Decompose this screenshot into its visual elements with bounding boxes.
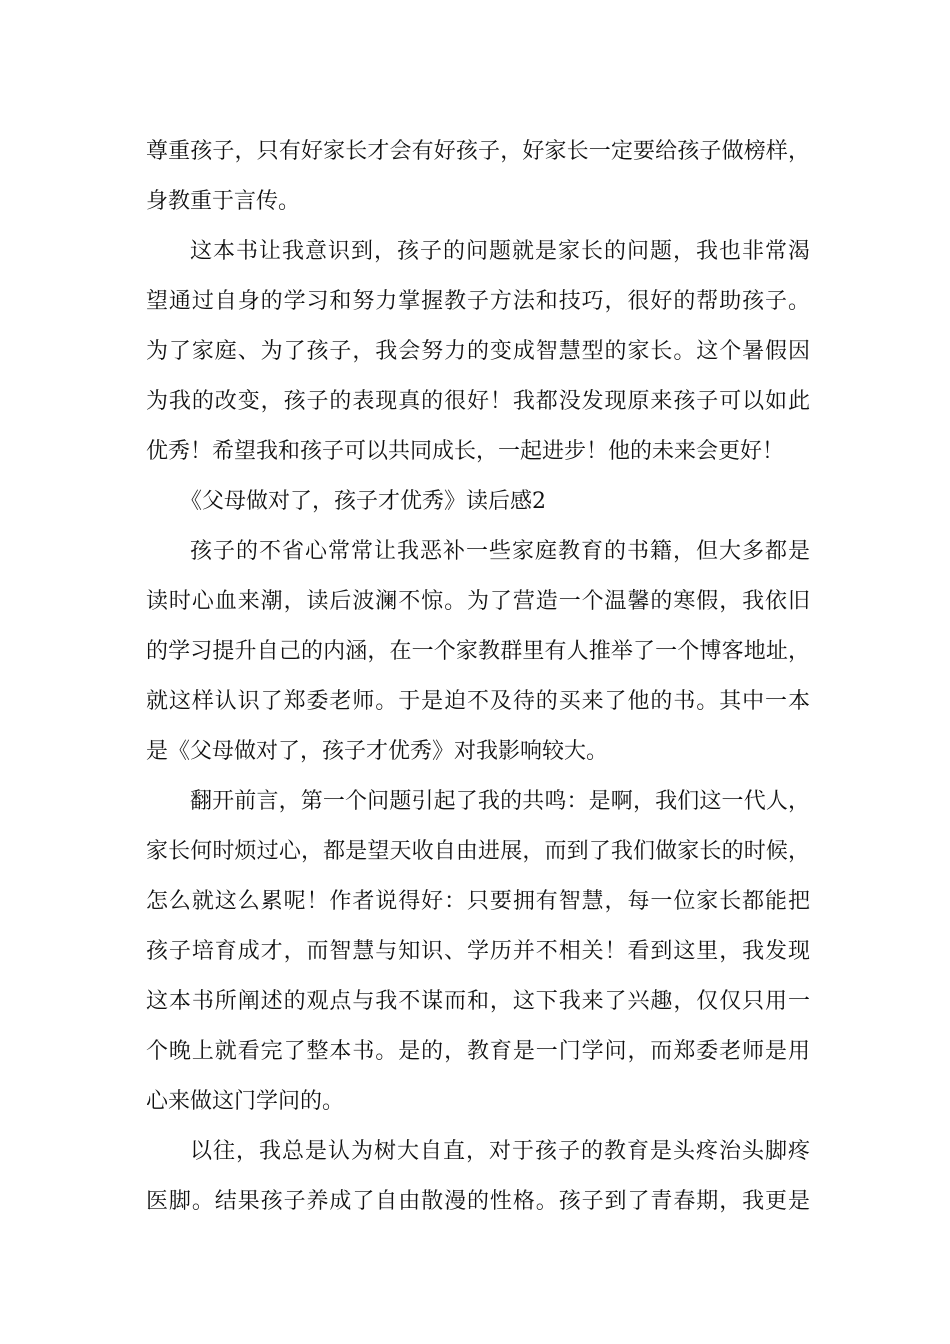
text-line: 这本书让我意识到，孩子的问题就是家长的问题，我也非常渴 <box>190 239 810 264</box>
text-line: 的学习提升自己的内涵，在一个家教群里有人推举了一个博客地址， <box>146 639 810 664</box>
text-line: 翻开前言，第一个问题引起了我的共鸣：是啊，我们这一代人， <box>190 789 810 814</box>
text-line: 孩子的不省心常常让我恶补一些家庭教育的书籍，但大多都是 <box>190 539 810 564</box>
paragraph <box>146 227 810 477</box>
text-line: 身教重于言传。 <box>146 189 301 214</box>
text-line: 医脚。结果孩子养成了自由散漫的性格。孩子到了青春期，我更是 <box>146 1189 810 1214</box>
text-line: 读时心血来潮，读后波澜不惊。为了营造一个温馨的寒假，我依旧 <box>146 589 810 614</box>
text-line: 以往，我总是认为树大自直，对于孩子的教育是头疼治头脚疼 <box>190 1139 810 1164</box>
document-body <box>146 127 810 1227</box>
heading-line: 《父母做对了，孩子才优秀》读后感2 <box>180 489 546 514</box>
paragraph <box>146 527 810 777</box>
paragraph <box>146 127 810 227</box>
text-line: 是《父母做对了，孩子才优秀》对我影响较大。 <box>146 739 609 764</box>
text-line: 这本书所阐述的观点与我不谋而和，这下我来了兴趣，仅仅只用一 <box>146 989 810 1014</box>
text-line: 家长何时烦过心，都是望天收自由进展，而到了我们做家长的时候， <box>146 839 810 864</box>
text-line: 为我的改变，孩子的表现真的很好！我都没发现原来孩子可以如此 <box>146 389 810 414</box>
section-heading <box>146 477 810 527</box>
text-line: 心来做这门学问的。 <box>146 1089 345 1114</box>
text-line: 个晚上就看完了整本书。是的，教育是一门学问，而郑委老师是用 <box>146 1039 810 1064</box>
text-line: 怎么就这么累呢！作者说得好：只要拥有智慧，每一位家长都能把 <box>146 889 810 914</box>
text-line: 望通过自身的学习和努力掌握教子方法和技巧，很好的帮助孩子。 <box>146 289 810 314</box>
paragraph <box>146 777 810 1127</box>
text-line: 就这样认识了郑委老师。于是迫不及待的买来了他的书。其中一本 <box>146 689 810 714</box>
text-line: 孩子培育成才，而智慧与知识、学历并不相关！看到这里，我发现 <box>146 939 810 964</box>
text-line: 优秀！希望我和孩子可以共同成长，一起进步！他的未来会更好！ <box>146 439 785 464</box>
paragraph <box>146 1127 810 1227</box>
text-line: 尊重孩子，只有好家长才会有好孩子，好家长一定要给孩子做榜样， <box>146 139 810 164</box>
text-line: 为了家庭、为了孩子，我会努力的变成智慧型的家长。这个暑假因 <box>146 339 810 364</box>
